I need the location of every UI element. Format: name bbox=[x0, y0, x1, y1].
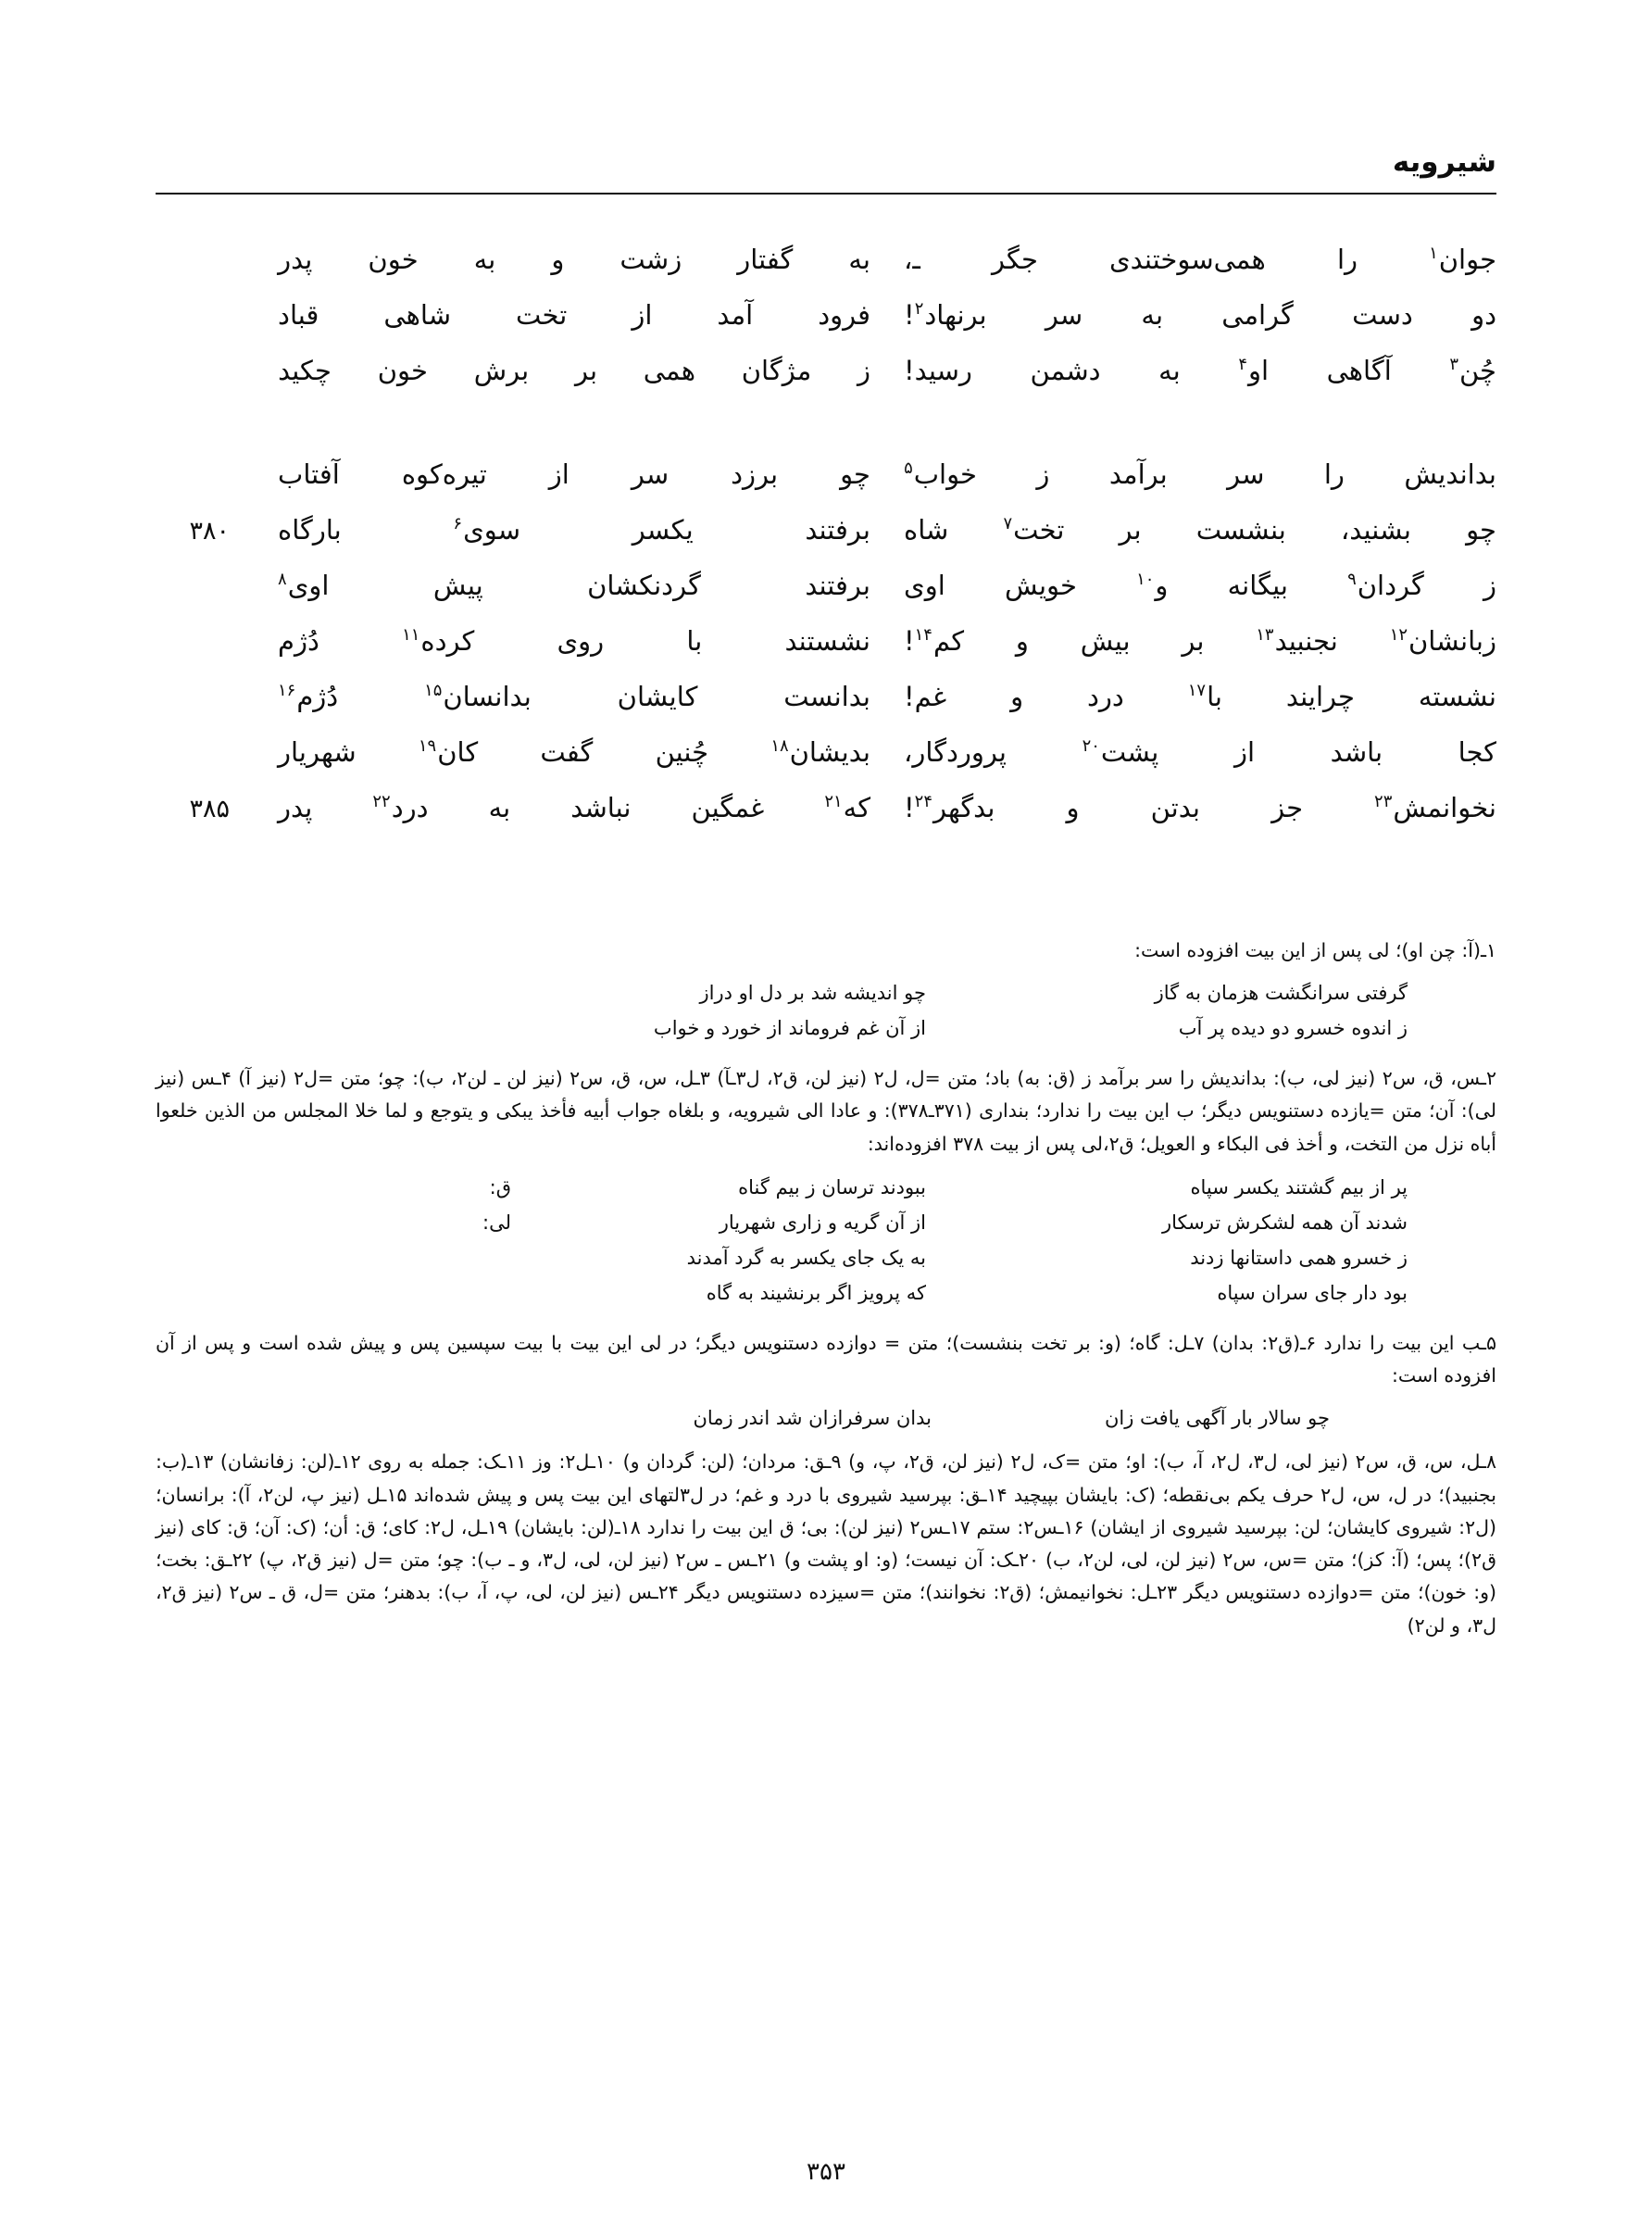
inset-siglum-label: ق: bbox=[489, 1175, 511, 1199]
inset-verse-line bbox=[156, 1279, 1496, 1314]
inset-hemistich-b: پر از بیم گشتند یکسر سپاه bbox=[1190, 1175, 1408, 1199]
critical-apparatus bbox=[156, 935, 1496, 1648]
inset-hemistich-a: ببودند ترسان ز بیم گناه bbox=[738, 1175, 926, 1199]
verse-line bbox=[156, 735, 1496, 791]
inset-verse-line bbox=[156, 1173, 1496, 1209]
inset-verses-two bbox=[156, 1173, 1496, 1314]
inset-siglum-label: لی: bbox=[482, 1211, 511, 1234]
hemistich-left: بداندیش را سر برآمد ز خواب$^۵$ bbox=[904, 458, 1496, 490]
verse-line bbox=[156, 791, 1496, 847]
inset-hemistich-a: به یک جای یکسر به گرد آمدند bbox=[686, 1246, 926, 1269]
inset-hemistich-b: ز خسرو همی داستانها زدند bbox=[1190, 1246, 1408, 1269]
hemistich-right: برفتند یکسر سوی$^۶$ بارگاه bbox=[278, 514, 870, 546]
running-head-title: شیرویه bbox=[1392, 145, 1496, 179]
verse-number: ۳۸۰ bbox=[189, 517, 230, 546]
folio-number: ۳۵۳ bbox=[807, 2158, 845, 2186]
inset-hemistich-a: از آن گریه و زاری شهریار bbox=[719, 1211, 926, 1234]
inset-verse-line bbox=[156, 979, 1496, 1014]
hemistich-right: به گفتار زشت و به خون پدر bbox=[278, 244, 870, 275]
verse-line bbox=[156, 458, 1496, 513]
inset-hemistich-b: بود دار جای سران سپاه bbox=[1217, 1281, 1408, 1304]
hemistich-right: چو برزد سر از تیره‌کوه آفتاب bbox=[278, 458, 870, 490]
apparatus-note-2 bbox=[156, 1062, 1496, 1314]
inset-hemistich-b: ز اندوه خسرو دو دیده پر آب bbox=[1178, 1017, 1408, 1040]
hemistich-right: بدانست کایشان بدانسان$^{۱۵}$ دُژم$^{۱۶}$ bbox=[278, 681, 870, 712]
hemistich-right: ز مژگان همی بر برش خون چکید bbox=[278, 355, 870, 386]
verse-line bbox=[156, 624, 1496, 680]
hemistich-left: نخوانمش$^{۲۳}$ جز بدتن و بدگهر$^{۲۴}$! bbox=[904, 792, 1496, 823]
apparatus-note-8 bbox=[156, 1446, 1496, 1642]
verse-line bbox=[156, 243, 1496, 298]
inset-hemistich-b: شدند آن همه لشکرش ترسکار bbox=[1161, 1211, 1408, 1234]
inset-verse-line bbox=[156, 1014, 1496, 1049]
inset-verse-three bbox=[156, 1401, 1496, 1438]
verse-line bbox=[156, 569, 1496, 624]
hemistich-left: ز گردان$^۹$ بیگانه و$^{۱۰}$ خویش اوی bbox=[904, 570, 1496, 601]
inset-hemistich-a: که پرویز اگر برنشیند به گاه bbox=[706, 1281, 926, 1304]
hemistich-left: کجا باشد از پشت$^{۲۰}$ پروردگار، bbox=[904, 736, 1496, 768]
inset-hemistich-a: از آن غم فروماند از خورد و خواب bbox=[653, 1017, 926, 1040]
verse-line bbox=[156, 298, 1496, 354]
verse-line bbox=[156, 680, 1496, 735]
note-5-text: ۵ـب این بیت را ندارد ۶ـ(ق۲: بدان) ۷ـل: گاه؛ (و: بر تخت بنشست)؛ متن = دوازده دستنویس دیگر؛ در لی این بیت با بیت سپسین پس و پیش شده است و پس از آن افزوده است: bbox=[156, 1331, 1497, 1387]
inset-verse-line bbox=[156, 1244, 1496, 1279]
hemistich-left: زبانشان$^{۱۲}$ نجنبید$^{۱۳}$ بر بیش و کم$^{۱۴}$! bbox=[904, 625, 1496, 657]
stanza-two bbox=[156, 458, 1496, 847]
hemistich-right: برفتند گردنکشان پیش اوی$^۸$ bbox=[278, 570, 870, 601]
hemistich-left: چُن$^۳$ آگاهی او$^۴$ به دشمن رسید! bbox=[904, 355, 1496, 386]
running-head bbox=[156, 145, 1496, 200]
hemistich-left: چو بشنید، بنشست بر تخت$^۷$ شاه bbox=[904, 514, 1496, 546]
inset-siglum-label bbox=[491, 1279, 556, 1314]
verse-number: ۳۸۵ bbox=[189, 795, 230, 823]
note-1-text: ۱ـ(آ: چن او)؛ لی پس از این بیت افزوده است: bbox=[1134, 939, 1496, 961]
inset-three-hemistich-a: چو سالار بار آگهی یافت زان bbox=[1104, 1407, 1330, 1430]
inset-three-hemistich-b: بدان سرفرازان شد اندر زمان bbox=[693, 1407, 932, 1430]
hemistich-right: که$^{۲۱}$ غمگین نباشد به درد$^{۲۲}$ پدر bbox=[278, 792, 870, 823]
hemistich-left: دو دست گرامی به سر برنهاد$^۲$! bbox=[904, 299, 1496, 331]
verse-area bbox=[156, 243, 1496, 895]
apparatus-note-1 bbox=[156, 935, 1496, 1049]
inset-siglum-label bbox=[491, 1244, 556, 1279]
inset-siglum-label bbox=[491, 979, 556, 1014]
inset-hemistich-b: گرفتی سرانگشت هزمان به گاز bbox=[1154, 982, 1408, 1005]
inset-verse-line bbox=[156, 1209, 1496, 1244]
verse-line bbox=[156, 354, 1496, 409]
hemistich-right: بدیشان$^{۱۸}$ چُنین گفت کان$^{۱۹}$ شهریار bbox=[278, 736, 870, 768]
header-rule bbox=[156, 193, 1496, 195]
stanza-one bbox=[156, 243, 1496, 409]
note-2-text: ۲ـس، ق، س۲ (نیز لی، ب): بداندیش را سر برآمد ز (ق: به) باد؛ متن =ل، ل۲ (نیز لن، ق۲، ل۳ـآ) ۳ـل، س، ق، س۲ (نیز لن ـ لن۲، ب): چو؛ متن =ل۲ (نیز آ) ۴ـس (نیز لی): آن؛ متن =یازده دستنویس دیگر؛ ب این بیت را ندارد؛ بنداری (۳۷۱ـ۳۷۸): و عادا الی شیرویه، و بلغاه جواب أبیه فأخذ یبکی و یتوجع و لما خلا المجلس من الذین خلعوا أباه نزل من التخت، و أخذ فی البکاء و العویل؛ ق۲،لی پس از بیت ۳۷۸ افزوده‌اند: bbox=[156, 1067, 1497, 1155]
verse-line bbox=[156, 513, 1496, 569]
apparatus-note-5 bbox=[156, 1327, 1496, 1439]
hemistich-right: نشستند با روی کرده$^{۱۱}$ دُژم bbox=[278, 625, 870, 657]
note-8-text: ۸ـل، س، ق، س۲ (نیز لی، ل۳، ل۲، آ، ب): او؛ متن =ک، ل۲ (نیز لن، ق۲، پ، و) ۹ـق: مردان؛ (لن: گردان و) ۱۰ـل۲: وز ۱۱ـک: جمله به روی ۱۲ـ(لن: زفانشان) ۱۳ـ(ب: بجنبید)؛ در ل، س، ل۲ حرف یکم بی‌نقطه؛ (ک: بایشان بپیچید ۱۴ـق: بپرسید شیروی با درد و غم؛ در ل۳لتهای این بیت پس و پیش شده‌اند ۱۵ـل (نیز پ، لن۲، آ): برانسان؛ (ل۲: شیروی کایشان؛ لن: بپرسید شیروی از ایشان) ۱۶ـس۲: ستم ۱۷ـس۲ (نیز لن): بی؛ ق این بیت را ندارد ۱۸ـ(لن: بایشان) ۱۹ـل، ل۲: کای؛ ق: أن؛ (ک: آن؛ ق: کای (نیز ق۲)؛ پس؛ (آ: کز)؛ متن =س، س۲ (نیز لن، لی، لن۲، ب) ۲۰ـک: آن نیست؛ (و: او پشت و) ۲۱ـس ـ س۲ (نیز لن، لی، ل۳، و ـ ب): چو؛ متن =ل (نیز ق۲، پ) ۲۲ـق: بخت؛ (و: خون)؛ متن =دوازده دستنویس دیگر ۲۳ـل: نخوانیمش؛ (ق۲: نخوانند)؛ متن =سیزده دستنویس دیگر ۲۴ـس (نیز لن، لی، پ، آ، ب): بدهنر؛ متن =ل، ق ـ س۲ (نیز ق۲، ل۳، و لن۲) bbox=[156, 1450, 1496, 1637]
hemistich-right: فرود آمد از تخت شاهی قباد bbox=[278, 299, 870, 331]
hemistich-left: نشسته چرایند با$^{۱۷}$ درد و غم! bbox=[904, 681, 1496, 712]
inset-verses-one bbox=[156, 979, 1496, 1049]
inset-siglum-label bbox=[491, 1014, 556, 1049]
hemistich-left: جوان$^۱$ را همی‌سوختندی جگر ـ، bbox=[904, 244, 1496, 275]
inset-hemistich-a: چو اندیشه شد بر دل او دراز bbox=[699, 982, 926, 1005]
